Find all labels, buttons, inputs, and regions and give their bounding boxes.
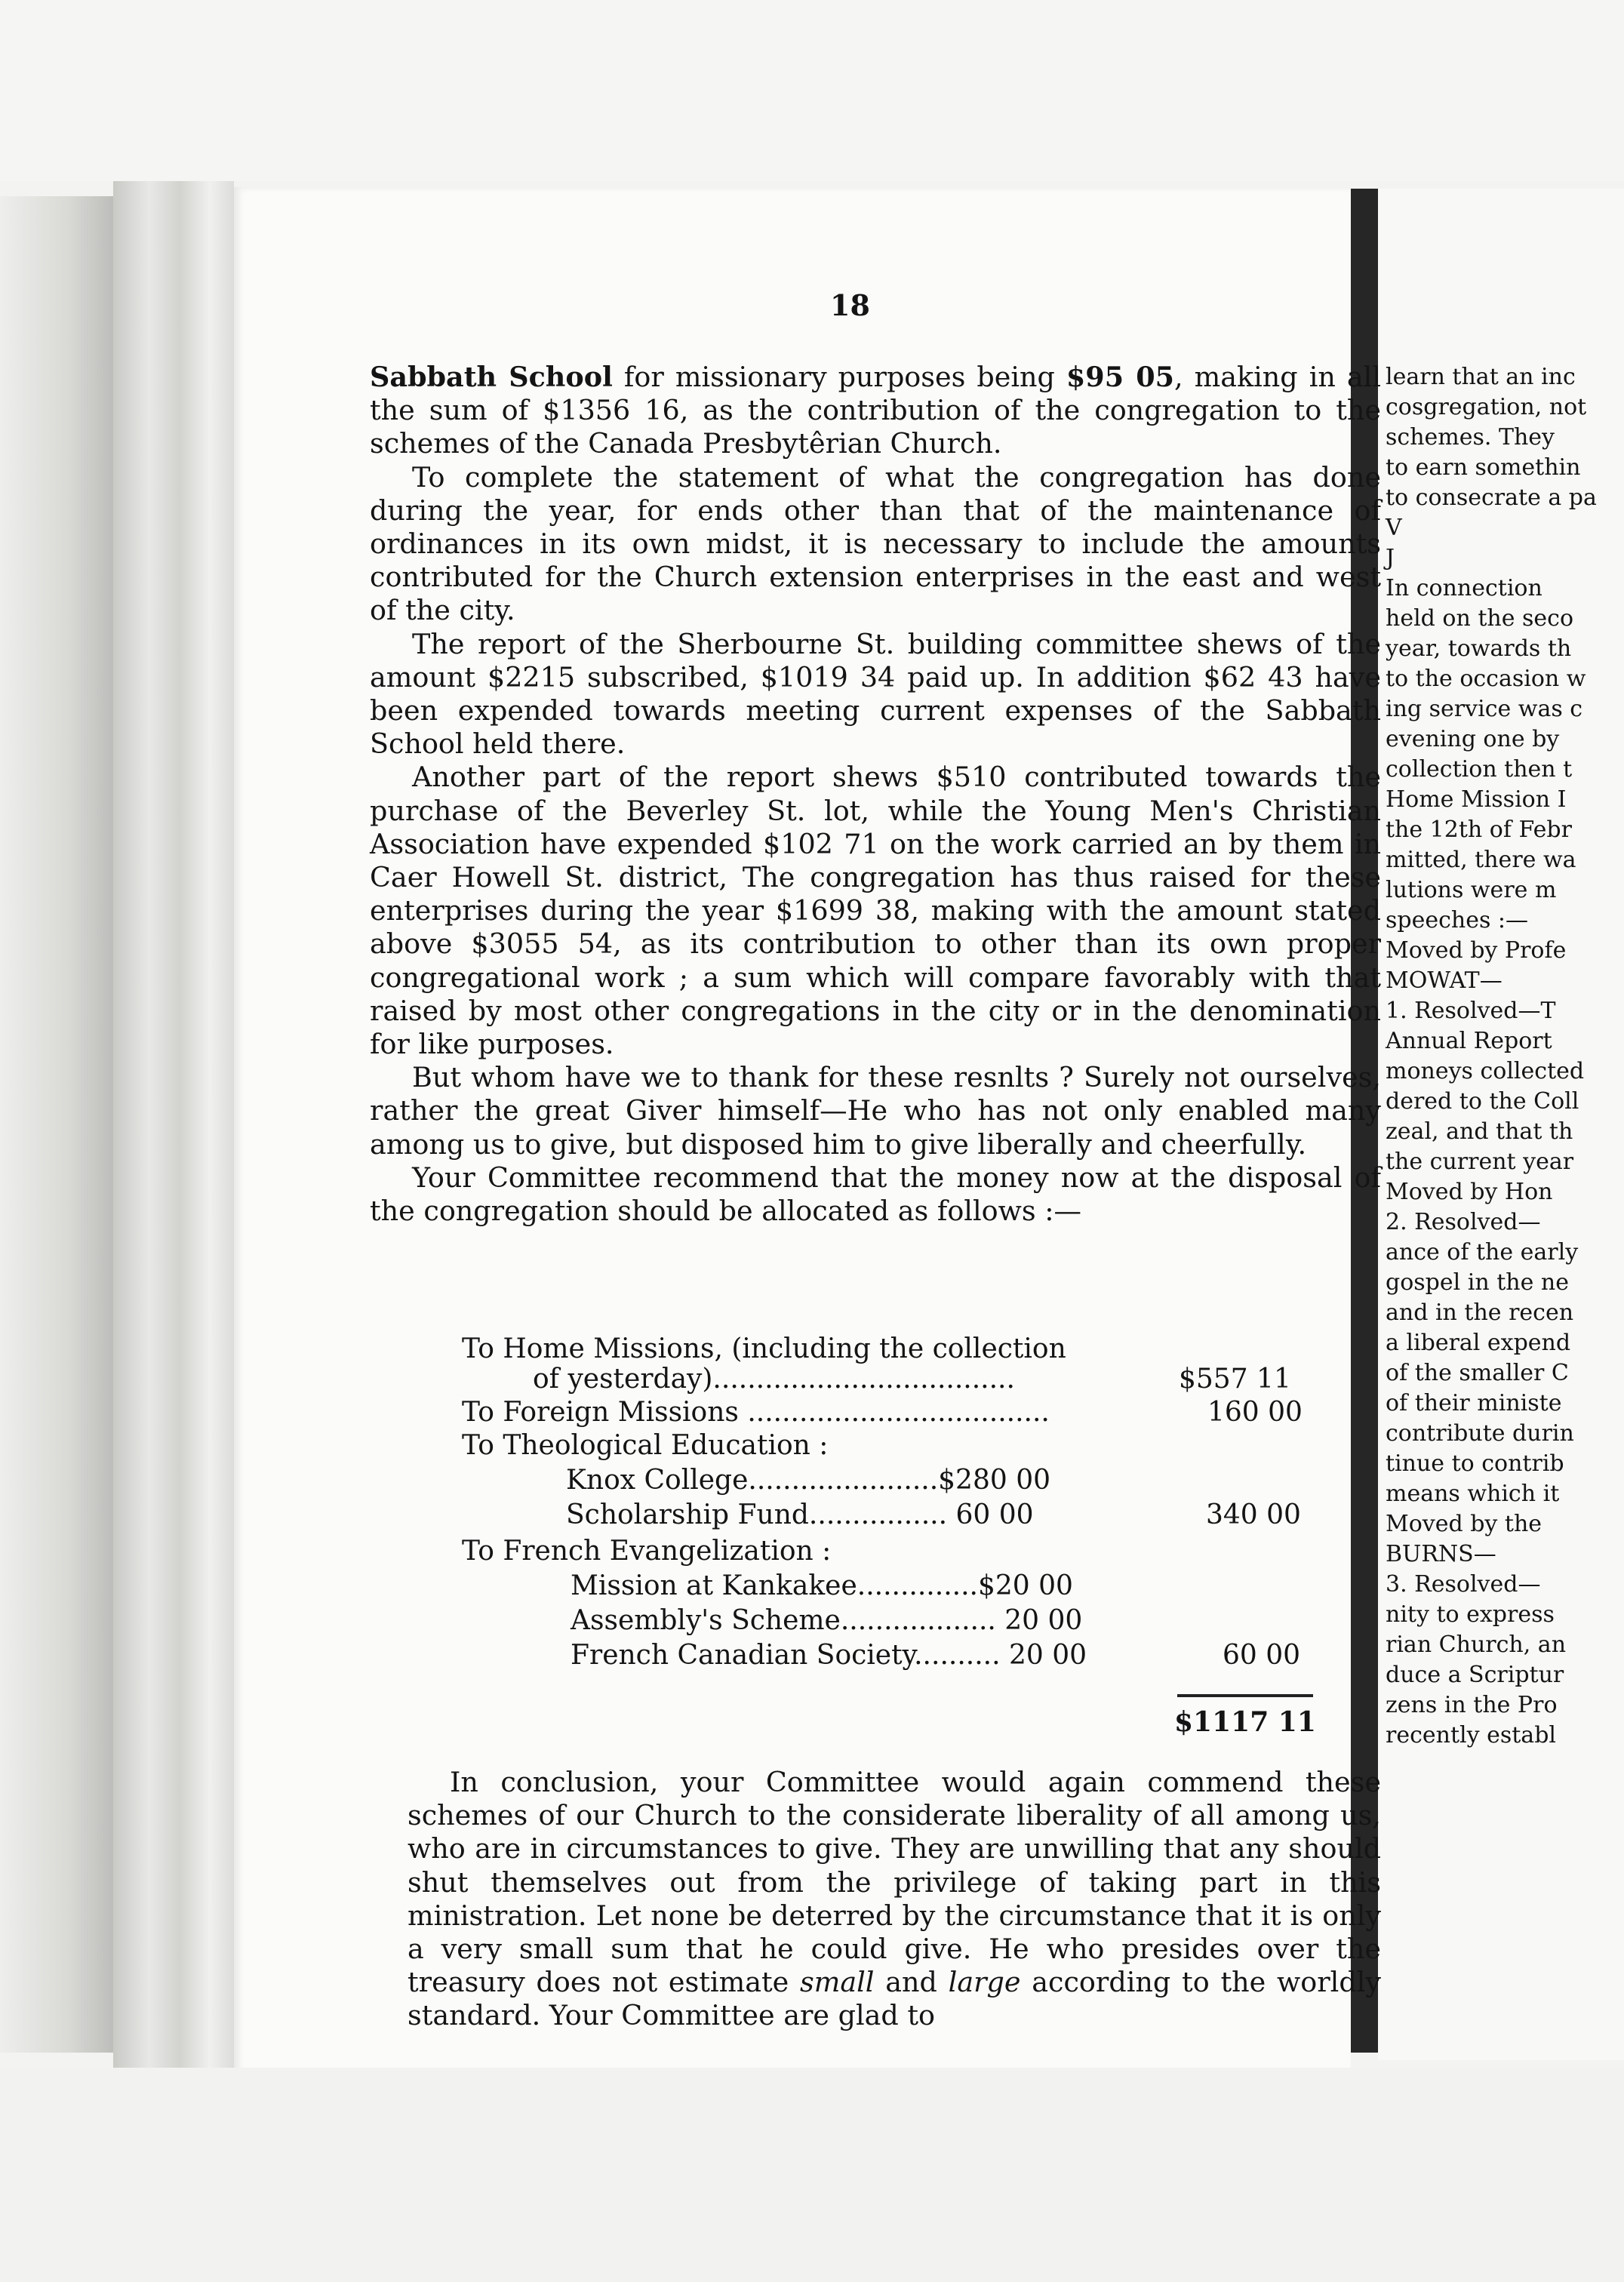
- right-page-line: mitted, there wa: [1386, 847, 1576, 873]
- right-page-line: Moved by the: [1386, 1511, 1542, 1537]
- right-page-line: speeches :—: [1386, 907, 1529, 933]
- background-top: [0, 0, 1624, 181]
- right-page-line: to consecrate a pa: [1386, 484, 1597, 511]
- right-page-line: MOWAT—: [1386, 967, 1503, 994]
- right-page-line: Annual Report: [1386, 1028, 1552, 1054]
- right-page-line: zeal, and that th: [1386, 1118, 1573, 1145]
- alloc-home-label: To Home Missions, (including the collection: [462, 1333, 1066, 1364]
- alloc-scholarship-label: Scholarship Fund................ 60 00: [566, 1499, 1034, 1530]
- paragraph-block-top: [370, 361, 1381, 1228]
- right-page-line: rian Church, an: [1386, 1632, 1567, 1658]
- right-page-line: a liberal expend: [1386, 1330, 1571, 1356]
- right-page-line: tinue to contrib: [1386, 1450, 1564, 1477]
- right-page-line: dered to the Coll: [1386, 1088, 1579, 1115]
- right-page-line: J: [1386, 545, 1395, 571]
- paragraph-text-run: and: [874, 1966, 949, 1999]
- right-page-line: In connection: [1386, 575, 1542, 601]
- alloc-society-label: French Canadian Society.......... 20 00: [571, 1640, 1087, 1671]
- right-page-line: cosgregation, not: [1386, 394, 1587, 420]
- page-number: 18: [830, 288, 870, 322]
- paragraph-text-run: Another part of the report shews $510 contributed towards the purchase of the Beverley St. lot, while the Young Men's Christian Association have expended $102 71 on the work carried an by them in Caer Howell St. district, The congregation has thus raised for these enterprises during the year $1699 38, making with the amount stated above $3055 54, as its contribution to other than its own proper congregational work ; a sum which will compare favorably with that raised by most other congregations in the city or in the denomination for like purposes.: [370, 761, 1381, 1061]
- paragraph-2: [370, 461, 1381, 628]
- alloc-kankakee-label: Mission at Kankakee..............$20 00: [571, 1570, 1073, 1601]
- right-page-line: nity to express: [1386, 1601, 1555, 1628]
- paragraph-text-run: $95 05: [1066, 361, 1175, 393]
- alloc-french-total: 60 00: [1223, 1640, 1301, 1671]
- alloc-foreign-label: To Foreign Missions ...................................: [462, 1397, 1050, 1428]
- page-stack-edge: [113, 181, 234, 2068]
- right-page-line: of their ministe: [1386, 1390, 1562, 1416]
- paragraph-text-run: In conclusion, your Committee would again commend these schemes of our Church to the considerate liberality of all among us, who are in circumstances to give. They are unwilling that any should shut themselves out from the privilege of taking part in this ministration. Let none be deterred by the circumstance that it is only a very small sum that he could give. He who presides over the treasury does not estimate: [408, 1766, 1381, 1999]
- right-page-line: collection then t: [1386, 756, 1573, 783]
- paragraph-text-run: But whom have we to thank for these resnlts ? Surely not ourselves, rather the great Giver himself—He who has not only enabled many among us to give, but disposed him to give liberally and cheerfully.: [370, 1061, 1381, 1161]
- right-page-line: the current year: [1386, 1149, 1574, 1175]
- paragraph-text-run: , making in all the sum of $1356 16, as the contribution of the congregation to the schemes of the Canada Presbytêrian Church.: [370, 361, 1381, 460]
- total-rule: [1177, 1694, 1313, 1697]
- paragraph-4: [370, 761, 1381, 1061]
- right-page-line: Moved by Hon: [1386, 1179, 1553, 1205]
- right-page-line: to the occasion w: [1386, 666, 1586, 692]
- right-page-line: means which it: [1386, 1481, 1560, 1507]
- paragraph-text-run: To complete the statement of what the congregation has done during the year, for ends other than that of the maintenance of ordinances in its own midst, it is necessary to include the amounts contributed for the Church extension enterprises in the east and west of the city.: [370, 460, 1381, 627]
- paragraph-text-run: The report of the Sherbourne St. building committee shews of the amount $2215 subscribed, $1019 34 paid up. In addition $62 43 have been expended towards meeting current expenses of the Sabbath School held there.: [370, 627, 1381, 761]
- right-page-line: evening one by: [1386, 726, 1560, 752]
- right-page-line: of the smaller C: [1386, 1360, 1569, 1386]
- paragraph-text-run: small: [800, 1966, 875, 1999]
- right-page-line: learn that an inc: [1386, 364, 1576, 390]
- paragraph-5: [370, 1061, 1381, 1161]
- paragraph-text-run: Sabbath School: [370, 361, 613, 393]
- right-page-line: BURNS—: [1386, 1541, 1496, 1567]
- alloc-foreign-amount: 160 00: [1207, 1397, 1303, 1428]
- paragraph-7: [408, 1766, 1381, 2033]
- book-cover-edge: [0, 196, 113, 2053]
- paragraph-block-bottom: [408, 1766, 1381, 2033]
- background-bottom: [0, 2068, 1624, 2282]
- right-page-line: moneys collected: [1386, 1058, 1585, 1084]
- paragraph-text-run: for missionary purposes being: [612, 361, 1066, 393]
- alloc-assembly-label: Assembly's Scheme.................. 20 00: [571, 1605, 1083, 1636]
- alloc-home-amount: $557 11: [1179, 1364, 1291, 1395]
- right-page-line: recently establ: [1386, 1722, 1556, 1748]
- right-page-line: contribute durin: [1386, 1420, 1574, 1447]
- right-page-line: ance of the early: [1386, 1239, 1579, 1266]
- right-page-line: gospel in the ne: [1386, 1269, 1569, 1296]
- right-page-line: Moved by Profe: [1386, 937, 1567, 964]
- paragraph-text-run: large: [948, 1966, 1021, 1999]
- right-page-line: the 12th of Febr: [1386, 817, 1572, 843]
- paragraph-text-run: Your Committee recommend that the money now at the disposal of the congregation should be allocated as follows :—: [370, 1161, 1381, 1228]
- right-page-line: schemes. They: [1386, 424, 1555, 451]
- right-page-line: ing service was c: [1386, 696, 1583, 722]
- right-page-text: [1386, 362, 1624, 1751]
- right-page-line: held on the seco: [1386, 605, 1574, 632]
- paragraph-6: [370, 1161, 1381, 1228]
- paragraph-text-run: according to the worldly standard. Your Committee are glad to: [408, 1966, 1381, 2032]
- right-page-line: lutions were m: [1386, 877, 1557, 903]
- alloc-theo-label: To Theological Education :: [462, 1430, 829, 1461]
- right-page-line: 2. Resolved—: [1386, 1209, 1541, 1235]
- right-page-line: zens in the Pro: [1386, 1692, 1558, 1718]
- alloc-knox-label: Knox College......................$280 00: [566, 1465, 1051, 1496]
- right-page-line: and in the recen: [1386, 1299, 1574, 1326]
- right-page-line: 3. Resolved—: [1386, 1571, 1541, 1598]
- right-page-line: duce a Scriptur: [1386, 1662, 1564, 1688]
- alloc-grand-total: $1117 11: [1174, 1706, 1316, 1738]
- right-page-line: year, towards th: [1386, 635, 1572, 662]
- paragraph-1: [370, 361, 1381, 461]
- right-page-line: V: [1386, 515, 1402, 541]
- alloc-french-label: To French Evangelization :: [462, 1536, 832, 1567]
- right-page-line: to earn somethin: [1386, 454, 1581, 481]
- alloc-theo-total: 340 00: [1206, 1499, 1301, 1530]
- right-page-line: 1. Resolved—T: [1386, 998, 1556, 1024]
- paragraph-3: [370, 628, 1381, 761]
- alloc-home-sub-label: of yesterday)...................................: [533, 1364, 1015, 1395]
- right-page-line: Home Mission I: [1386, 786, 1567, 813]
